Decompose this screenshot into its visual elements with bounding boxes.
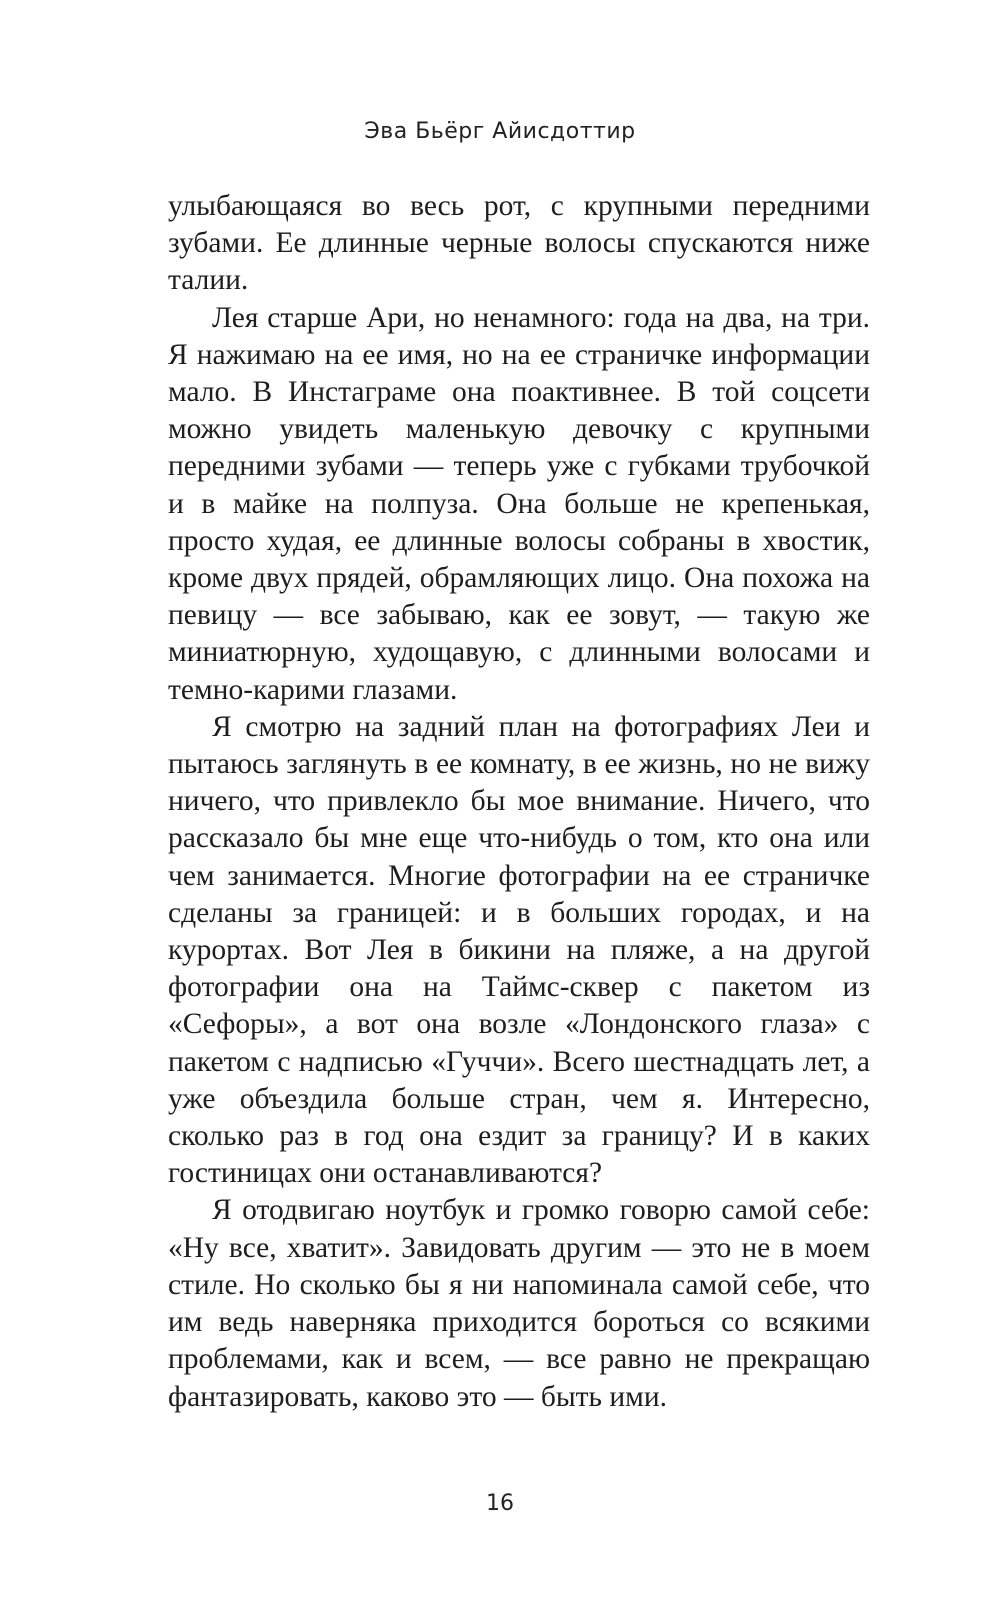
paragraph: Я смотрю на задний план на фотографиях Леи и пытаюсь заглянуть в ее комнату, в ее жизнь, но не вижу ничего, что привлекло бы мое внимание. Ничего, что рассказало бы мне еще что-нибудь о том, кто она или чем занимается. Многие фотографии на ее страничке сделаны за границей: и в больших городах, и на курортах. Вот Лея в бикини на пляже, а на другой фотографии она на Таймс-сквер с пакетом из «Сефоры», а вот она возле «Лондонского глаза» с пакетом с надписью «Гуччи». Всего шестнадцать лет, а уже объездила больше стран, чем я. Интересно, сколько раз в год она ездит за границу? И в каких гостиницах они останавливаются? [168,710,870,1190]
page-number: 16 [486,1491,514,1516]
body-text [168,188,870,1416]
paragraph-continuation: улыбающаяся во весь рот, с крупными передними зубами. Ее длинные черные волосы спускаются ниже талии. [168,190,870,297]
paragraph: Лея старше Ари, но ненамного: года на два, на три. Я нажимаю на ее имя, но на ее страничке информации мало. В Инстаграме она поактивнее. В той соцсети можно увидеть маленькую девочку с крупными передними зубами — теперь уже с губками трубочкой и в майке на полпуза. Она больше не крепенькая, просто худая, ее длинные волосы собраны в хвостик, кроме двух прядей, обрамляющих лицо. Она похожа на певицу — все забываю, как ее зовут, — такую же миниатюрную, худощавую, с длинными волосами и темно-карими глазами. [168,301,870,706]
paragraph: Я отодвигаю ноутбук и громко говорю самой себе: «Ну все, хватит». Завидовать другим — это не в моем стиле. Но сколько бы я ни напоминала самой себе, что им ведь наверняка приходится бороться со всякими проблемами, как и всем, — все равно не прекращаю фантазировать, каково это — быть ими. [168,1194,870,1413]
running-head-author: Эва Бьёрг Айисдоттир [364,119,636,144]
